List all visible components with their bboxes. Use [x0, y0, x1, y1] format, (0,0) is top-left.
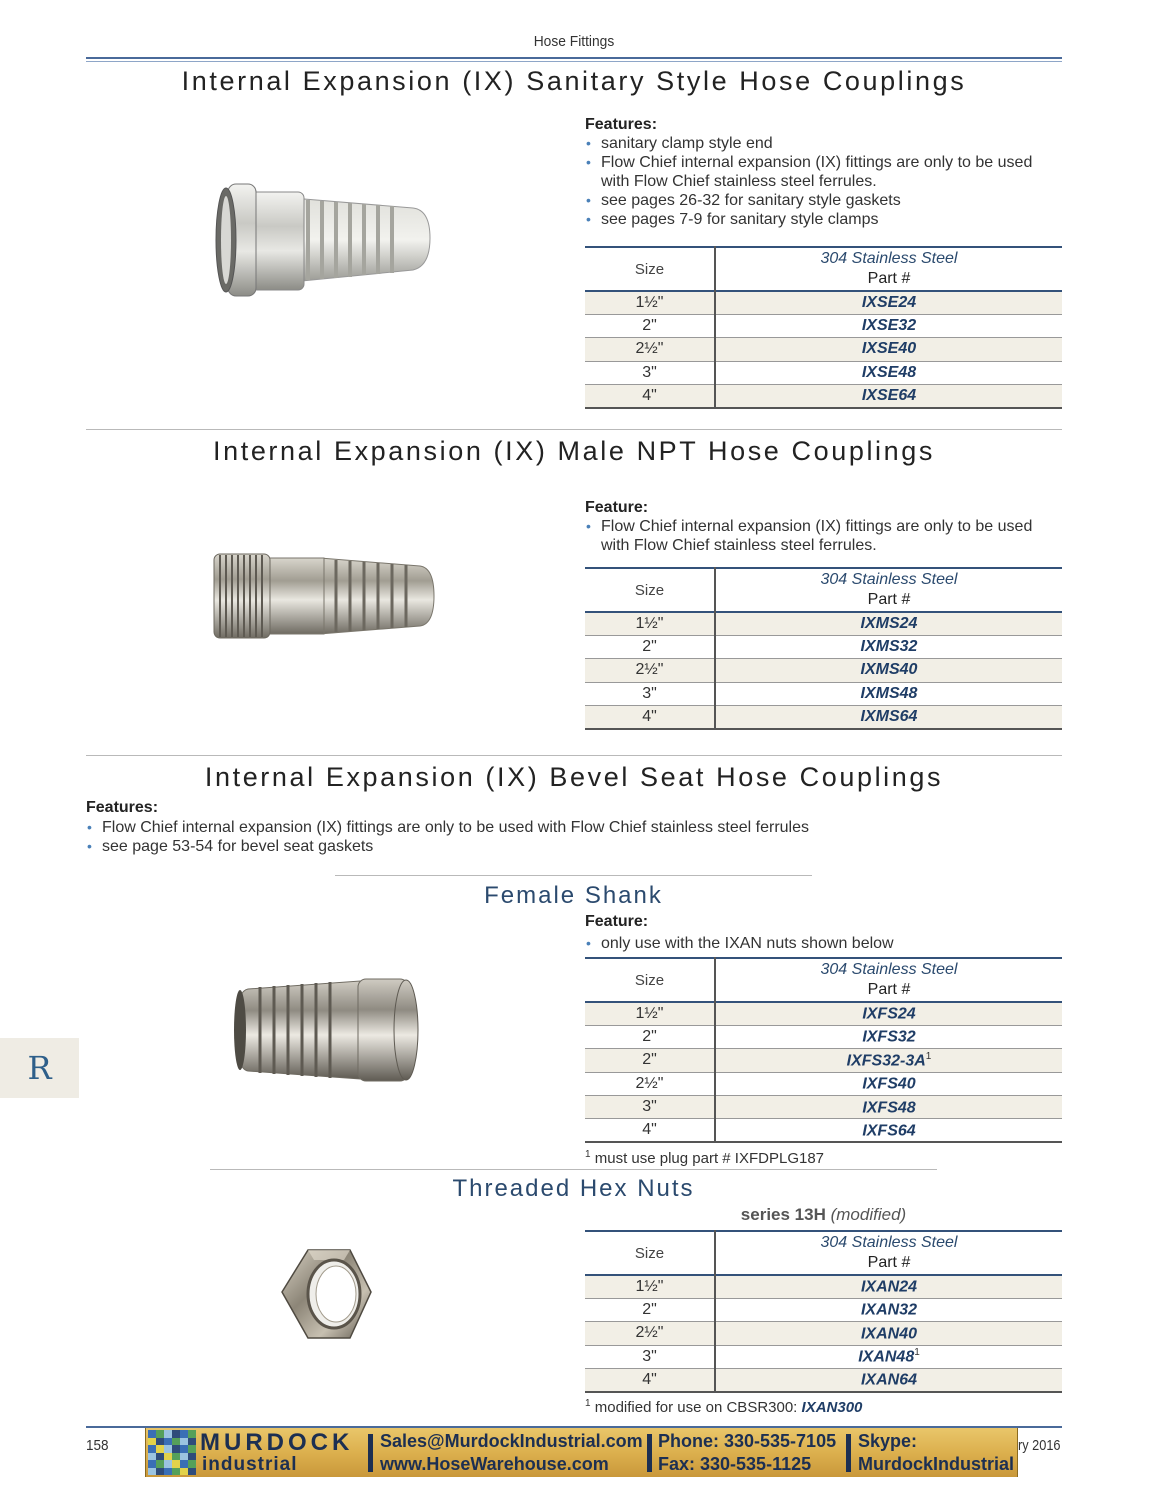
size-cell: 4"	[585, 385, 715, 408]
banner-email-link[interactable]: Sales@MurdockIndustrial.com	[380, 1431, 643, 1451]
table-row	[585, 1072, 1062, 1095]
part-number: IXFS64	[862, 1122, 916, 1140]
table-row	[585, 1002, 1062, 1025]
female-shank-title: Female Shank	[484, 882, 663, 909]
part-cell	[715, 1072, 1062, 1095]
part-cell	[715, 1119, 1062, 1142]
female-shank-features-list	[585, 934, 1055, 953]
size-cell: 4"	[585, 706, 715, 729]
series-note: (modified)	[830, 1205, 907, 1224]
part-cell: IXMS40	[715, 659, 1062, 682]
female-shank-image	[230, 975, 425, 1085]
material-column-header	[715, 1231, 1062, 1275]
header-rule	[86, 57, 1062, 59]
banner-separator	[647, 1434, 652, 1472]
table-row	[585, 361, 1062, 384]
table-row	[585, 706, 1062, 729]
table-row	[585, 1275, 1062, 1298]
hex-nut-image	[278, 1246, 374, 1344]
part-cell: IXSE40	[715, 338, 1062, 361]
part-label: Part #	[867, 270, 911, 287]
sanitary-parts-table	[585, 246, 1062, 409]
feature-item: • only use with the IXAN nuts shown below	[585, 934, 1055, 953]
part-number: IXFS24	[862, 1005, 916, 1023]
hex-nuts-footnote	[585, 1398, 862, 1416]
table-row	[585, 1049, 1062, 1072]
subsection-divider	[335, 875, 812, 876]
material-label: 304 Stainless Steel	[820, 961, 958, 978]
size-column-header: Size	[585, 1231, 715, 1275]
male-npt-section-title: Internal Expansion (IX) Male NPT Hose Couplings	[213, 436, 935, 466]
feature-item: • Flow Chief internal expansion (IX) fittings are only to be used with Flow Chief stainless steel ferrules	[86, 818, 986, 837]
part-number: IXAN40	[860, 1325, 918, 1343]
part-cell	[715, 1275, 1062, 1298]
size-column-header: Size	[585, 247, 715, 291]
table-row	[585, 682, 1062, 705]
footer-date: ry 2016	[1018, 1437, 1061, 1454]
size-cell: 1½"	[585, 1275, 715, 1298]
part-cell: IXSE32	[715, 314, 1062, 337]
table-row	[585, 659, 1062, 682]
male-npt-parts-table	[585, 567, 1062, 730]
male-npt-features-list	[585, 517, 1055, 555]
material-label: 304 Stainless Steel	[820, 250, 958, 267]
table-row	[585, 612, 1062, 635]
table-row	[585, 1322, 1062, 1345]
table-row	[585, 1369, 1062, 1392]
footnote-text: must use plug part # IXFDPLG187	[594, 1150, 825, 1167]
feature-item: • see page 53-54 for bevel seat gaskets	[86, 837, 986, 856]
material-column-header	[715, 958, 1062, 1002]
table-row	[585, 1298, 1062, 1321]
part-label: Part #	[867, 1254, 911, 1271]
size-cell: 3"	[585, 361, 715, 384]
footnote-marker: 1	[585, 1149, 591, 1160]
part-number: IXAN24	[860, 1278, 918, 1296]
part-cell	[715, 1049, 1062, 1072]
material-label: 304 Stainless Steel	[820, 1234, 958, 1251]
part-cell	[715, 1298, 1062, 1321]
feature-item: • see pages 26-32 for sanitary style gaskets	[585, 191, 1055, 210]
size-cell: 2½"	[585, 1322, 715, 1345]
part-cell: IXSE64	[715, 385, 1062, 408]
part-cell	[715, 1345, 1062, 1368]
feature-item: • Flow Chief internal expansion (IX) fittings are only to be used with Flow Chief stainless steel ferrules.	[585, 517, 1055, 555]
size-cell: 2"	[585, 314, 715, 337]
footnote-marker: 1	[925, 1050, 932, 1062]
table-row	[585, 1025, 1062, 1048]
size-cell: 1½"	[585, 612, 715, 635]
banner-separator	[846, 1434, 851, 1472]
part-cell: IXMS24	[715, 612, 1062, 635]
part-number: IXFS32	[862, 1028, 916, 1046]
size-cell: 4"	[585, 1119, 715, 1142]
part-label: Part #	[867, 981, 911, 998]
material-column-header	[715, 247, 1062, 291]
size-column-header: Size	[585, 568, 715, 612]
part-cell	[715, 1096, 1062, 1119]
size-column-header: Size	[585, 958, 715, 1002]
table-row	[585, 1345, 1062, 1368]
series-label: series 13H	[740, 1205, 826, 1224]
hex-nuts-parts-table	[585, 1230, 1062, 1393]
size-cell: 1½"	[585, 1002, 715, 1025]
size-cell: 3"	[585, 682, 715, 705]
bevel-features-list	[86, 818, 986, 856]
part-number: IXFS32-3A	[846, 1052, 926, 1070]
sanitary-features-list	[585, 134, 1055, 229]
banner-separator	[368, 1434, 373, 1472]
footnote-marker: 1	[914, 1347, 920, 1359]
sanitary-features-label: Features:	[585, 116, 658, 133]
part-cell: IXMS64	[715, 706, 1062, 729]
banner-skype-label: Skype:	[858, 1431, 918, 1451]
size-cell: 3"	[585, 1345, 715, 1368]
page-header-title: Hose Fittings	[533, 33, 615, 50]
hex-nuts-series	[585, 1205, 1062, 1225]
section-divider	[86, 755, 1062, 756]
part-cell	[715, 1002, 1062, 1025]
size-cell: 3"	[585, 1096, 715, 1119]
table-row	[585, 338, 1062, 361]
part-cell	[715, 1322, 1062, 1345]
female-shank-features-label: Feature:	[585, 913, 649, 930]
header-rule-thin	[86, 61, 1062, 62]
part-cell: IXMS48	[715, 682, 1062, 705]
part-number: IXAN64	[860, 1371, 918, 1389]
material-label: 304 Stainless Steel	[820, 571, 958, 588]
table-row	[585, 314, 1062, 337]
banner-website-link[interactable]: www.HoseWarehouse.com	[380, 1454, 609, 1474]
footnote-text: modified for use on CBSR300:	[594, 1399, 798, 1416]
sanitary-section-title: Internal Expansion (IX) Sanitary Style Hose Couplings	[181, 66, 967, 96]
sanitary-coupling-image	[208, 178, 438, 300]
feature-item: • see pages 7-9 for sanitary style clamps	[585, 210, 1055, 229]
table-row	[585, 1096, 1062, 1119]
brand-subtitle: industrial	[202, 1454, 298, 1475]
part-number: IXAN32	[860, 1301, 918, 1319]
size-cell: 2½"	[585, 659, 715, 682]
part-number: IXFS48	[862, 1098, 916, 1116]
size-cell: 2"	[585, 1025, 715, 1048]
footnote-marker: 1	[585, 1398, 591, 1409]
banner-fax: Fax: 330-535-1125	[658, 1454, 812, 1474]
feature-item: • Flow Chief internal expansion (IX) fittings are only to be used with Flow Chief stainless steel ferrules.	[585, 153, 1055, 191]
bevel-features-label: Features:	[86, 799, 159, 816]
banner-phone: Phone: 330-535-7105	[658, 1431, 837, 1451]
banner-skype-id: MurdockIndustrial	[858, 1454, 1015, 1474]
part-cell	[715, 1369, 1062, 1392]
size-cell: 1½"	[585, 291, 715, 314]
size-cell: 2"	[585, 635, 715, 658]
bevel-section-title: Internal Expansion (IX) Bevel Seat Hose Couplings	[204, 762, 944, 792]
section-tab-r[interactable]: R	[0, 1038, 79, 1098]
brand-name: MURDOCK	[200, 1429, 354, 1456]
part-cell: IXSE24	[715, 291, 1062, 314]
murdock-logo-icon	[148, 1430, 196, 1475]
size-cell: 4"	[585, 1369, 715, 1392]
part-cell: IXSE48	[715, 361, 1062, 384]
male-npt-coupling-image	[208, 552, 440, 642]
size-cell: 2½"	[585, 338, 715, 361]
size-cell: 2½"	[585, 1072, 715, 1095]
size-cell: 2"	[585, 1049, 715, 1072]
feature-item: • sanitary clamp style end	[585, 134, 1055, 153]
part-number: IXFS40	[862, 1075, 916, 1093]
table-row	[585, 291, 1062, 314]
female-shank-footnote	[585, 1149, 824, 1167]
section-divider	[86, 429, 1062, 430]
hex-nuts-title: Threaded Hex Nuts	[452, 1175, 695, 1202]
subsection-divider	[210, 1169, 937, 1170]
part-number: IXAN48	[858, 1348, 915, 1366]
table-row	[585, 635, 1062, 658]
murdock-ad-banner[interactable]	[145, 1428, 1018, 1477]
part-label: Part #	[867, 591, 911, 608]
part-cell	[715, 1025, 1062, 1048]
female-shank-parts-table	[585, 957, 1062, 1143]
part-cell: IXMS32	[715, 635, 1062, 658]
material-column-header	[715, 568, 1062, 612]
footnote-part-number: IXAN300	[801, 1399, 863, 1416]
male-npt-features-label: Feature:	[585, 499, 649, 516]
size-cell: 2"	[585, 1298, 715, 1321]
page-number: 158	[86, 1437, 109, 1454]
table-row	[585, 385, 1062, 408]
table-row	[585, 1119, 1062, 1142]
